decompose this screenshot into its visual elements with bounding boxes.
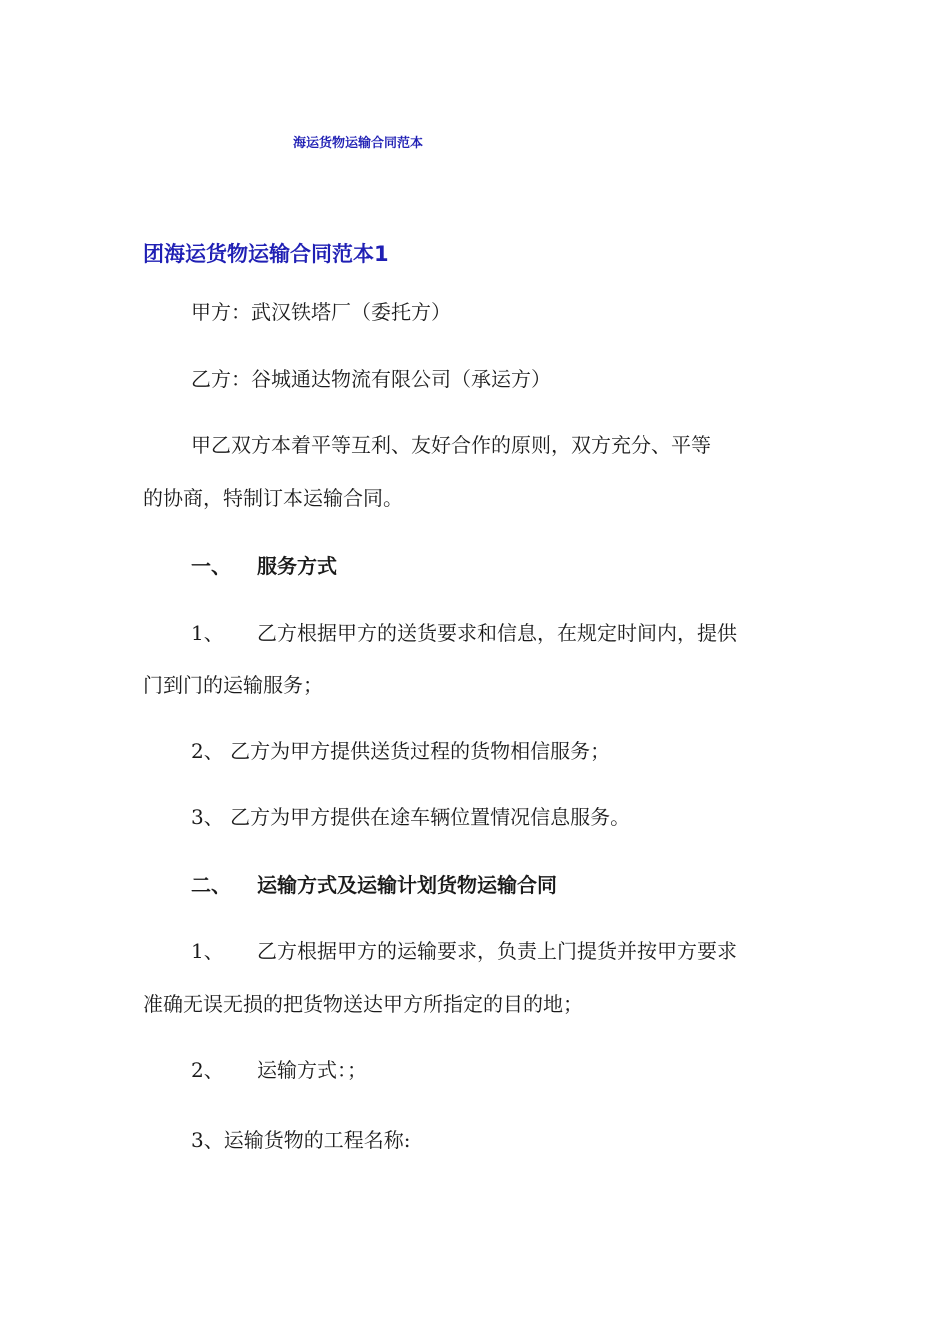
section-1-heading: 服务方式 — [257, 554, 337, 578]
party-b-line: 乙方：谷城通达物流有限公司（承运方） — [191, 367, 551, 391]
section-2-item-3: 3、运输货物的工程名称: — [191, 1128, 411, 1152]
section-2-number: 二、 — [191, 873, 231, 897]
page-header-title: 海运货物运输合同范本 — [293, 136, 424, 151]
section-1-item-3: 3、 乙方为甲方提供在途车辆位置情况信息服务。 — [191, 805, 631, 829]
section-2-item-1-line-1: 乙方根据甲方的运输要求，负责上门提货并按甲方要求 — [257, 939, 737, 963]
document-title: 团海运货物运输合同范本1 — [143, 242, 389, 266]
section-2-item-2-number: 2、 — [191, 1058, 224, 1082]
section-1-item-1-number: 1、 — [191, 621, 224, 645]
section-2-item-1-line-2: 准确无误无损的把货物送达甲方所指定的目的地； — [143, 992, 583, 1016]
section-2-item-1-number: 1、 — [191, 939, 224, 963]
intro-paragraph-line-2: 的协商，特制订本运输合同。 — [143, 486, 403, 510]
section-2-item-2-text: 运输方式：； — [257, 1058, 367, 1082]
section-1-number: 一、 — [191, 554, 231, 578]
section-1-item-2: 2、 乙方为甲方提供送货过程的货物相信服务； — [191, 739, 611, 763]
section-2-heading: 运输方式及运输计划货物运输合同 — [257, 873, 557, 897]
section-1-item-1-line-2: 门到门的运输服务； — [143, 673, 323, 697]
party-a-line: 甲方：武汉铁塔厂（委托方） — [191, 300, 451, 324]
intro-paragraph-line-1: 甲乙双方本着平等互利、友好合作的原则，双方充分、平等 — [191, 433, 711, 457]
section-1-item-1-line-1: 乙方根据甲方的送货要求和信息，在规定时间内，提供 — [257, 621, 737, 645]
